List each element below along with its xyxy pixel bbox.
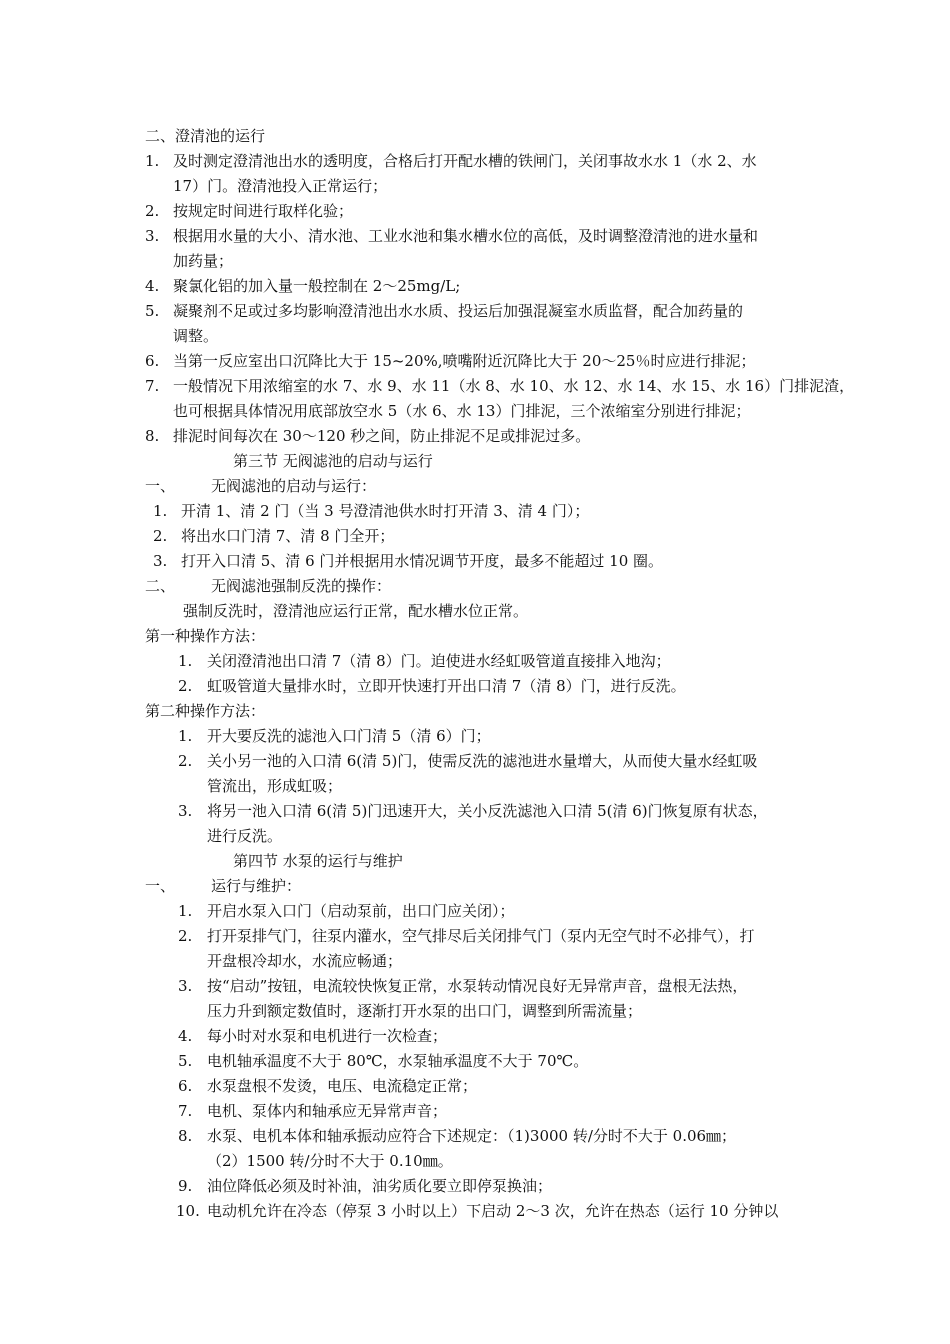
list-item-text: 排泥时间每次在 30～120 秒之间，防止排泥不足或排泥过多。 xyxy=(173,427,591,445)
list-item-text: 当第一反应室出口沉降比大于 15~20%,喷嘴附近沉降比大于 20～25％时应进行排泥； xyxy=(173,352,756,370)
list-number: 8. xyxy=(145,427,160,445)
list-item-text: 电动机允许在冷态（停泵 3 小时以上）下启动 2～3 次，允许在热态（运行 10 分钟以 xyxy=(207,1202,779,1220)
list-number: 1. xyxy=(178,902,193,920)
list-number: 6. xyxy=(178,1077,193,1095)
list-item-text: 水泵、电机本体和轴承振动应符合下述规定：（1)3000 转/分时不大于 0.06㎜； xyxy=(207,1127,737,1145)
list-number: 4. xyxy=(145,277,160,295)
list-number: 8. xyxy=(178,1127,193,1145)
list-number: 2. xyxy=(178,677,193,695)
list-number: 2. xyxy=(153,527,168,545)
list-item-continuation: 调整。 xyxy=(173,327,219,345)
list-item-text: 聚氯化铝的加入量一般控制在 2～25mg/L; xyxy=(173,277,461,295)
subsection-number: 一、 xyxy=(145,477,176,495)
section-title: 第四节 水泵的运行与维护 xyxy=(233,852,403,870)
list-number: 9. xyxy=(178,1177,193,1195)
list-item-continuation: 加药量； xyxy=(173,252,234,270)
list-item-continuation: 也可根据具体情况用底部放空水 5（水 6、水 13）门排泥，三个浓缩室分别进行排泥； xyxy=(173,402,751,420)
list-item-text: 凝聚剂不足或过多均影响澄清池出水水质、投运后加强混凝室水质监督，配合加药量的 xyxy=(173,302,744,320)
paragraph: 强制反洗时，澄清池应运行正常，配水槽水位正常。 xyxy=(183,602,529,620)
list-number: 7. xyxy=(145,377,160,395)
list-number: 5. xyxy=(145,302,160,320)
section-title: 第三节 无阀滤池的启动与运行 xyxy=(233,452,433,470)
list-item-text: 虹吸管道大量排水时，立即开快速打开出口清 7（清 8）门，进行反洗。 xyxy=(207,677,686,695)
list-number: 1. xyxy=(178,727,193,745)
list-item-text: 每小时对水泵和电机进行一次检查； xyxy=(207,1027,448,1045)
list-item-text: 打开入口清 5、清 6 门并根据用水情况调节开度，最多不能超过 10 圈。 xyxy=(181,552,664,570)
list-item-text: 按规定时间进行取样化验； xyxy=(173,202,354,220)
list-item-text: 水泵盘根不发烫，电压、电流稳定正常； xyxy=(207,1077,478,1095)
subsection-heading: 无阀滤池的启动与运行： xyxy=(211,477,377,495)
list-number: 5. xyxy=(178,1052,193,1070)
subsection-number: 一、 xyxy=(145,877,176,895)
list-number: 3. xyxy=(178,802,193,820)
list-item-continuation: 进行反洗。 xyxy=(207,827,283,845)
list-number: 3. xyxy=(145,227,160,245)
list-number: 3. xyxy=(153,552,168,570)
list-item-text: 关闭澄清池出口清 7（清 8）门。迫使进水经虹吸管道直接排入地沟； xyxy=(207,652,671,670)
list-number: 1. xyxy=(178,652,193,670)
list-item-text: 开启水泵入口门（启动泵前，出口门应关闭）； xyxy=(207,902,515,920)
list-number: 1. xyxy=(145,152,160,170)
list-item-continuation: 管流出，形成虹吸； xyxy=(207,777,343,795)
list-item-continuation: 17）门。澄清池投入正常运行； xyxy=(173,177,388,195)
subsection-number: 二、 xyxy=(145,577,176,595)
list-item-text: 将出水口门清 7、清 8 门全开； xyxy=(181,527,395,545)
list-number: 1. xyxy=(153,502,168,520)
list-item-continuation: 开盘根冷却水，水流应畅通； xyxy=(207,952,403,970)
section-heading: 二、澄清池的运行 xyxy=(145,127,266,145)
list-item-text: 开大要反洗的滤池入口门清 5（清 6）门； xyxy=(207,727,491,745)
list-number: 4. xyxy=(178,1027,193,1045)
list-number: 7. xyxy=(178,1102,193,1120)
list-item-text: 按“启动”按钮，电流较快恢复正常，水泵转动情况良好无异常声音，盘根无法热， xyxy=(207,977,748,995)
list-item-text: 及时测定澄清池出水的透明度，合格后打开配水槽的铁闸门，关闭事故水水 1（水 2、水 xyxy=(173,152,757,170)
list-item-text: 一般情况下用浓缩室的水 7、水 9、水 11（水 8、水 10、水 12、水 14、水 15、水 16）门排泥渣， xyxy=(173,377,855,395)
list-item-text: 关小另一池的入口清 6(清 5)门，使需反洗的滤池进水量增大，从而使大量水经虹吸 xyxy=(207,752,758,770)
list-number: 10. xyxy=(176,1202,200,1220)
list-item-text: 打开泵排气门，往泵内灌水，空气排尽后关闭排气门（泵内无空气时不必排气），打 xyxy=(207,927,755,945)
list-item-text: 油位降低必须及时补油，油劣质化要立即停泵换油； xyxy=(207,1177,553,1195)
list-number: 3. xyxy=(178,977,193,995)
list-item-text: 开清 1、清 2 门（当 3 号澄清池供水时打开清 3、清 4 门）； xyxy=(181,502,590,520)
method-heading: 第一种操作方法： xyxy=(145,627,266,645)
list-number: 2. xyxy=(178,752,193,770)
subsection-heading: 无阀滤池强制反洗的操作： xyxy=(211,577,392,595)
list-item-continuation: （2）1500 转/分时不大于 0.10㎜。 xyxy=(207,1152,453,1170)
method-heading: 第二种操作方法： xyxy=(145,702,266,720)
list-item-text: 根据用水量的大小、清水池、工业水池和集水槽水位的高低，及时调整澄清池的进水量和 xyxy=(173,227,759,245)
subsection-heading: 运行与维护： xyxy=(211,877,302,895)
list-number: 2. xyxy=(145,202,160,220)
list-item-text: 电机、泵体内和轴承应无异常声音； xyxy=(207,1102,448,1120)
list-number: 2. xyxy=(178,927,193,945)
list-item-continuation: 压力升到额定数值时，逐渐打开水泵的出口门，调整到所需流量； xyxy=(207,1002,643,1020)
list-item-text: 将另一池入口清 6(清 5)门迅速开大，关小反洗滤池入口清 5(清 6)门恢复原有状态， xyxy=(207,802,768,820)
list-item-text: 电机轴承温度不大于 80℃，水泵轴承温度不大于 70℃。 xyxy=(207,1052,589,1070)
list-number: 6. xyxy=(145,352,160,370)
